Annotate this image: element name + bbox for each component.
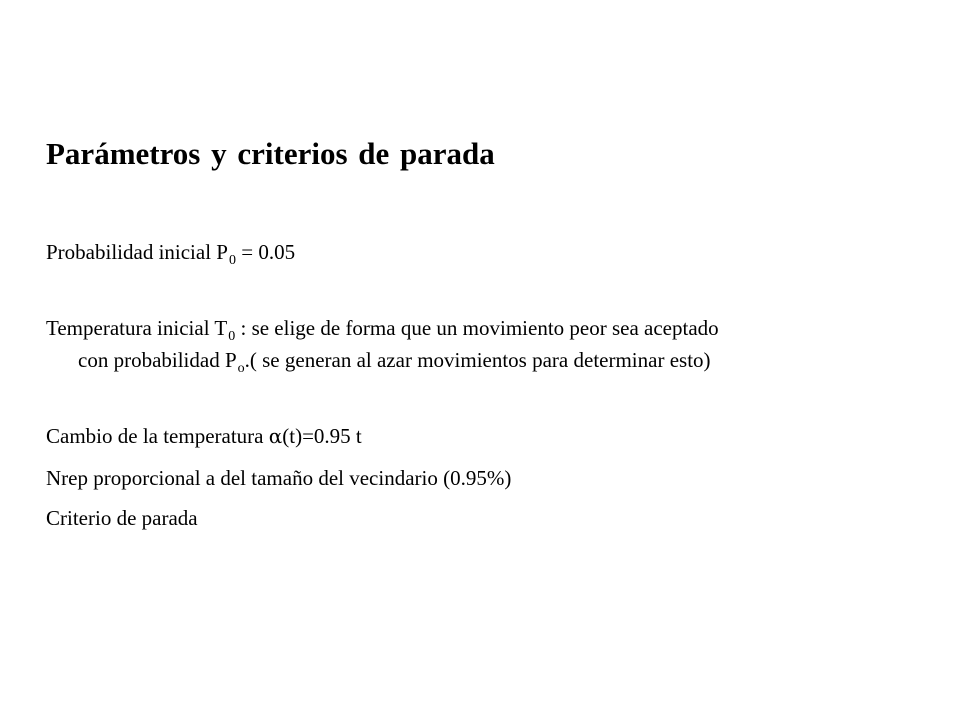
initial-probability-value: = 0.05 [235,240,296,264]
slide-title: Parámetros y criterios de parada [46,136,495,171]
alpha-symbol: α [268,424,283,448]
initial-temperature-description: : se elige de forma que un movimiento peor sea aceptado [235,316,719,340]
continuation-prefix: con probabilidad P [78,348,237,372]
initial-temperature-prefix: Temperatura inicial T [46,316,228,340]
temperature-change-line [46,424,362,449]
temperature-change-formula: (t)=0.95 t [282,424,362,448]
initial-temperature-continuation [78,348,711,376]
temperature-change-prefix: Cambio de la temperatura [46,424,269,448]
initial-probability-prefix: Probabilidad inicial P [46,240,228,264]
initial-probability-subscript: 0 [228,253,236,268]
initial-temperature-subscript: 0 [228,329,236,344]
nrep-line: Nrep proporcional a del tamaño del vecindario (0.95%) [46,466,512,490]
initial-temperature-line [46,316,719,344]
initial-probability-line [46,240,296,268]
stop-criterion-line: Criterio de parada [46,506,198,530]
continuation-suffix: .( se generan al azar movimientos para determinar esto) [244,348,711,372]
continuation-subscript: o [237,361,245,376]
